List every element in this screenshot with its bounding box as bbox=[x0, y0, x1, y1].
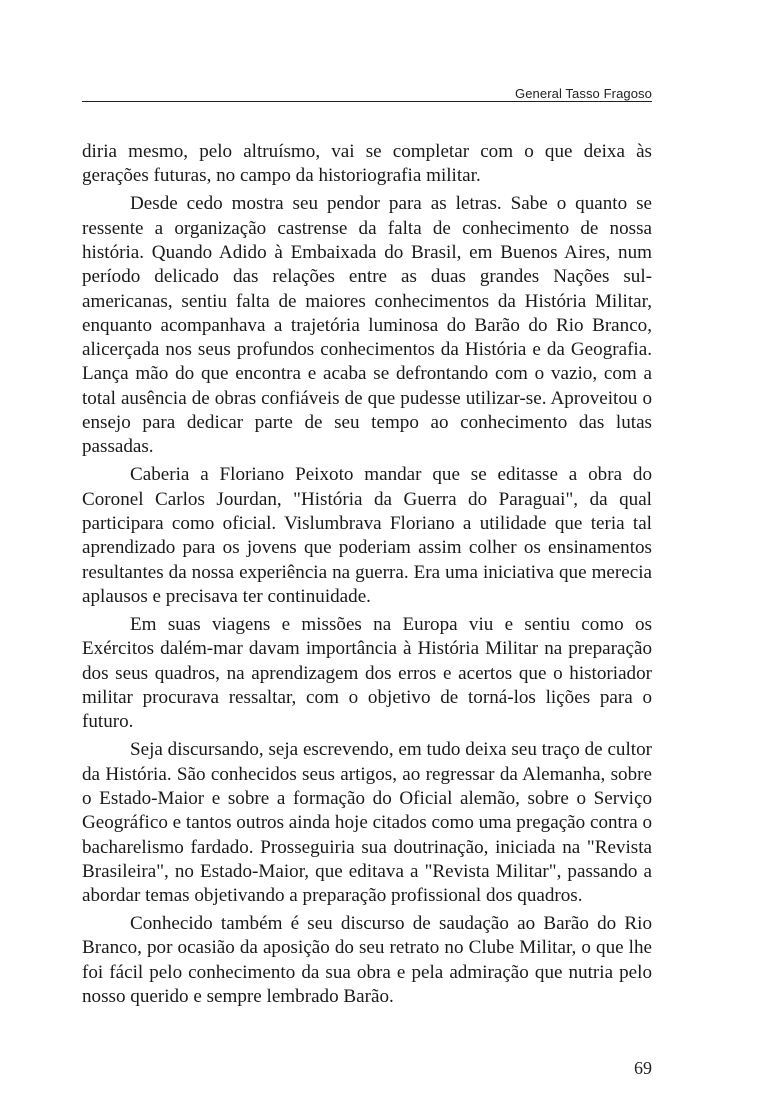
paragraph: Em suas viagens e missões na Europa viu e sentiu como os Exércitos dalém-mar davam importância à História Militar na preparação dos seus quadros, na aprendizagem dos erros e acertos que o historiador militar procurava ressaltar, com o objetivo de torná-los lições para o futuro. bbox=[82, 614, 652, 733]
page-number: 69 bbox=[634, 1058, 652, 1078]
body-text bbox=[82, 140, 652, 1013]
header-rule bbox=[82, 101, 652, 102]
paragraph: Caberia a Floriano Peixoto mandar que se editasse a obra do Coronel Carlos Jourdan, "História da Guerra do Paraguai", da qual participara como oficial. Vislumbrava Floriano a utilidade que teria tal aprendizado para os jovens que poderiam assim colher os ensinamentos resultantes da nossa experiência na guerra. Era uma iniciativa que merecia aplausos e precisava ter continuidade. bbox=[82, 464, 652, 607]
paragraph: Seja discursando, seja escrevendo, em tudo deixa seu traço de cultor da História. São conhecidos seus artigos, ao regressar da Alemanha, sobre o Estado-Maior e sobre a formação do Oficial alemão, sobre o Serviço Geográfico e tantos outros ainda hoje citados como uma pregação contra o bacharelismo fardado. Prosseguiria sua doutrinação, iniciada na "Revista Brasileira", no Estado-Maior, que editava a "Revista Militar", passando a abordar temas objetivando a preparação profissional dos quadros. bbox=[82, 739, 652, 907]
paragraph: Desde cedo mostra seu pendor para as letras. Sabe o quanto se ressente a organização castrense da falta de conhecimento de nossa história. Quando Adido à Embaixada do Brasil, em Buenos Aires, num período delicado das relações entre as duas grandes Nações sul-americanas, sentiu falta de maiores conhecimentos da História Militar, enquanto acompanhava a trajetória luminosa do Barão do Rio Branco, alicerçada nos seus profundos conhecimentos da História e da Geografia. Lança mão do que encontra e acaba se defrontando com o vazio, com a total ausência de obras confiáveis de que pudesse utilizar-se. Aproveitou o ensejo para dedicar parte de seu tempo ao conhecimento das lutas passadas. bbox=[82, 193, 652, 458]
paragraph: Conhecido também é seu discurso de saudação ao Barão do Rio Branco, por ocasião da aposição do seu retrato no Clube Militar, o que lhe foi fácil pelo conhecimento da sua obra e pela admiração que nutria pelo nosso querido e sempre lembrado Barão. bbox=[82, 913, 652, 1008]
running-header-title: General Tasso Fragoso bbox=[515, 86, 652, 101]
paragraph-continuation: diria mesmo, pelo altruísmo, vai se completar com o que deixa às gerações futuras, no campo da historiografia militar. bbox=[82, 141, 652, 187]
